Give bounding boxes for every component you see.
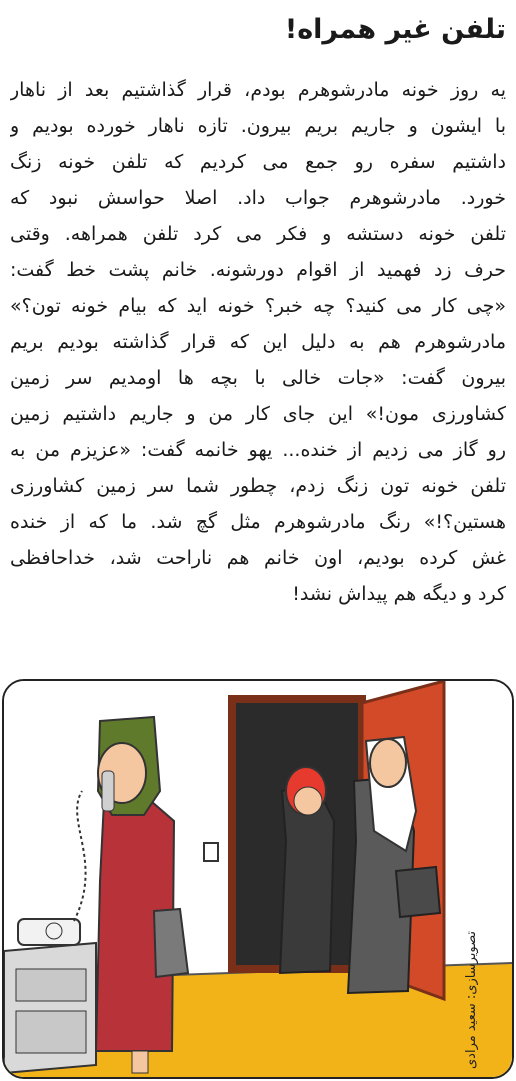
illustrator-credit: تصویرسازی: سعید مرادی [464,931,479,1069]
cartoon-illustration [2,679,514,1079]
cartoon-scene [4,681,512,1077]
body-line: با ایشون و جاریم بریم بیرون. تازه ناهار خورده بودیم و [10,115,506,137]
body-line: تلفن خونه دستشه و فکر می کرد تلفن همراهه. وقتی [10,223,506,245]
body-line: خورد. مادرشوهرم جواب داد. اصلا حواسش نبود که [10,187,506,209]
body-line: حرف زد فهمید از اقوام دورشونه. خانم پشت خط گفت: [10,259,506,281]
body-line: مادرشوهرم هم به دلیل این که قرار گذاشته بودیم بریم [10,331,506,353]
body-line: غش کرده بودیم، اون خانم هم ناراحت شد، خداحافظی [10,547,506,569]
body-line: رو گاز می زدیم از خنده... یهو خانمه گفت: «عزیزم من به [10,439,506,461]
body-line: کشاورزی مون!» این جای کار من و جاریم داشتیم زمین [10,403,506,425]
body-line: کرد و دیگه هم پیداش نشد! [292,583,506,605]
body-line: بیرون گفت: «جات خالی با بچه ها اومدیم سر زمین [10,367,506,389]
article-title: تلفن غیر همراه! [284,14,506,45]
body-line: داشتیم سفره رو جمع می کردیم که تلفن خونه زنگ [10,151,506,173]
body-line: «چی کار می کنید؟ چه خبر؟ خونه اید که بیام خونه تون؟» [10,295,506,317]
body-line: تلفن خونه تون زنگ زدم، چطور شما سر زمین کشاورزی [10,475,506,497]
light-switch [204,843,218,861]
body-line: یه روز خونه مادرشوهرم بودم، قرار گذاشتیم بعد از ناهار [10,79,506,101]
body-line: هستین؟!» رنگ مادرشوهرم مثل گچ شد. ما که از خنده [10,511,506,533]
